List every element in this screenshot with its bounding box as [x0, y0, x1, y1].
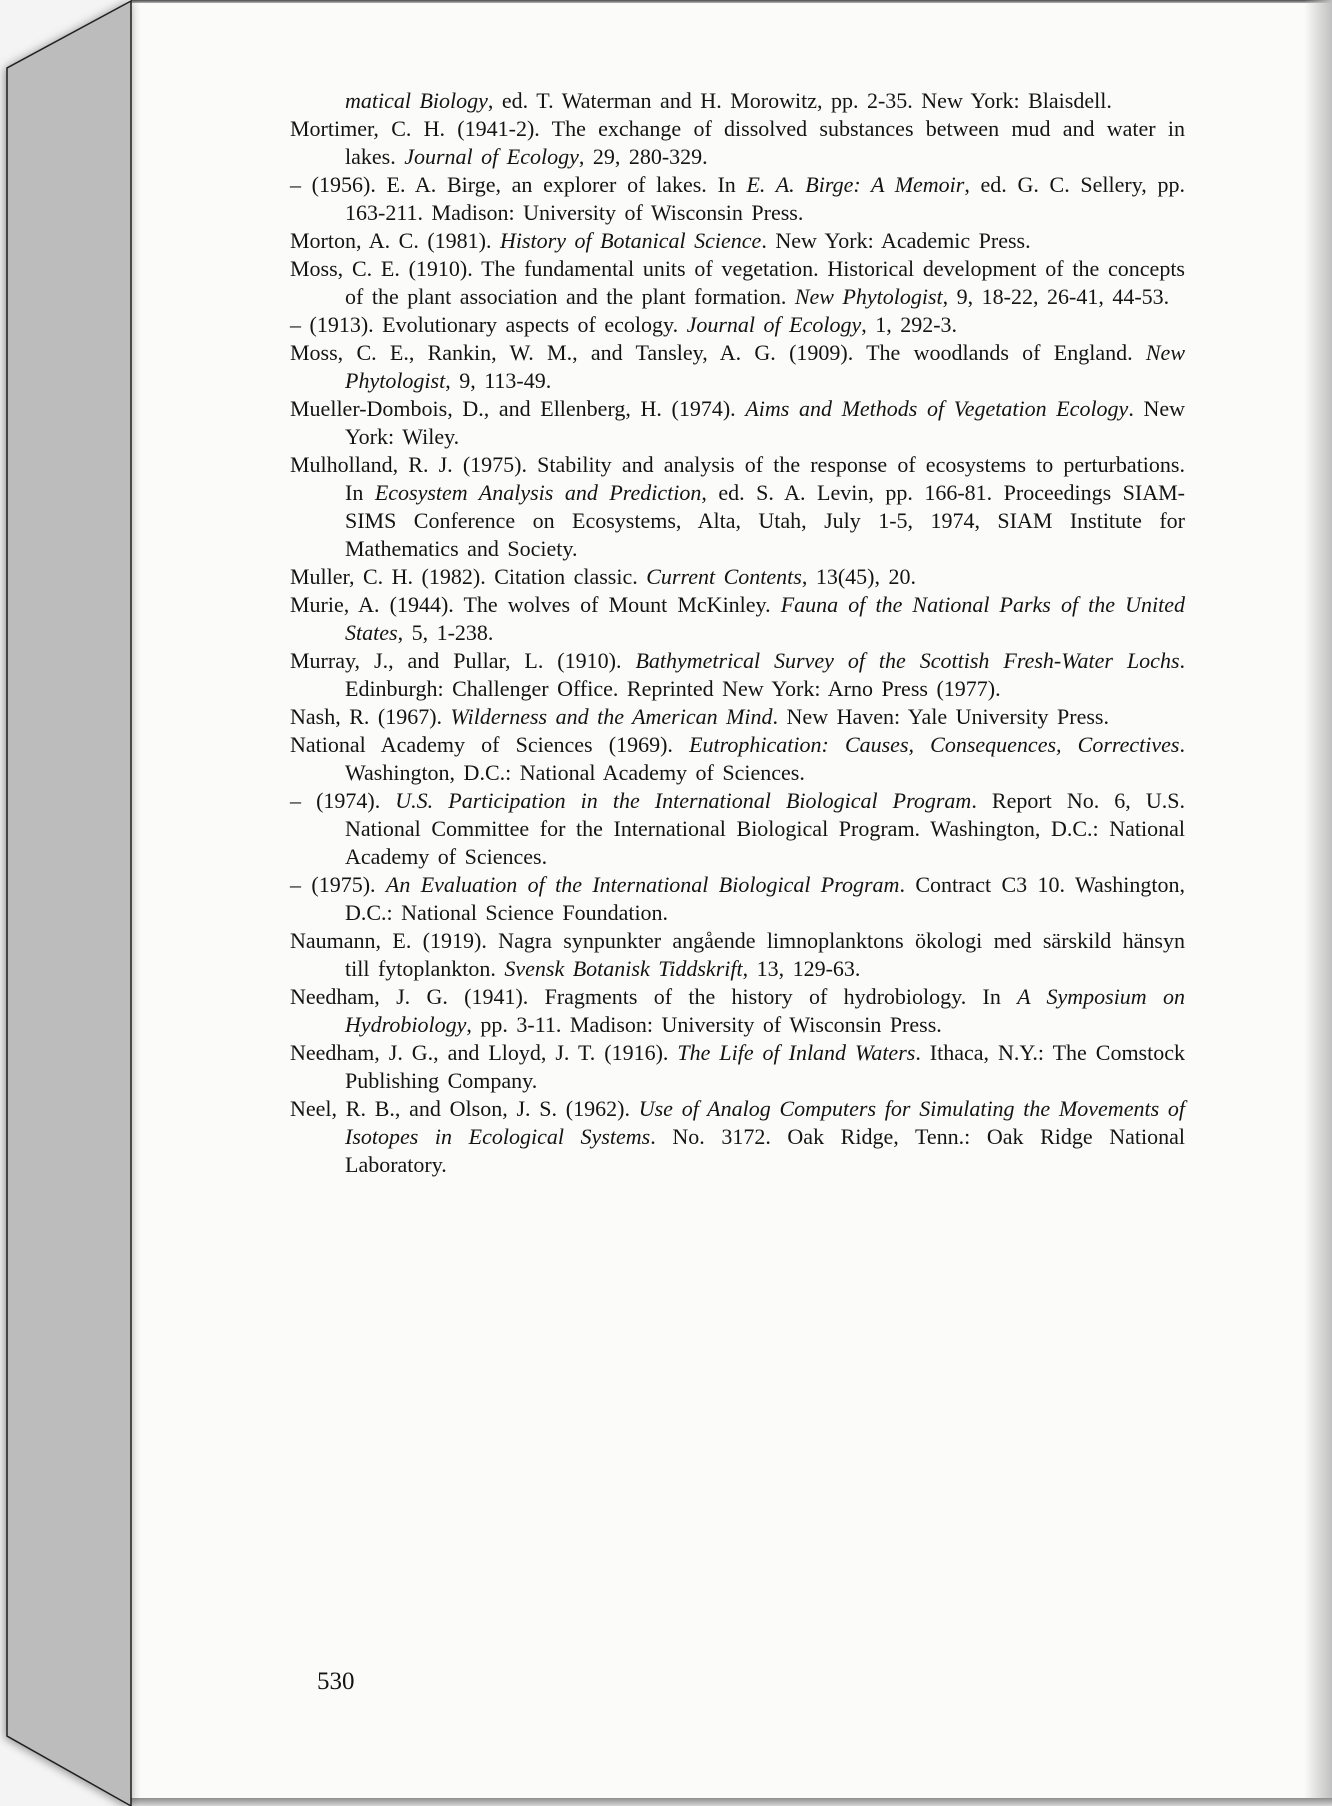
reference-text-segment: Nash, R. (1967).: [290, 704, 451, 729]
reference-title-segment: New Phytologist: [345, 340, 1185, 393]
reference-text-segment: . No. 3172. Oak Ridge, Tenn.: Oak Ridge National Laboratory.: [345, 1124, 1185, 1177]
references-list: [290, 87, 1185, 1179]
reference-text-segment: , 9, 18-22, 26-41, 44-53.: [942, 284, 1170, 309]
reference-text-segment: . New York: Wiley.: [345, 396, 1186, 449]
reference-entry: [290, 115, 1185, 171]
reference-entry: [290, 1095, 1185, 1179]
reference-text-segment: , pp. 3-11. Madison: University of Wisconsin Press.: [466, 1012, 942, 1037]
reference-text-segment: , 13(45), 20.: [801, 564, 916, 589]
reference-text-segment: , 1, 292-3.: [861, 312, 958, 337]
reference-entry: [290, 451, 1185, 563]
reference-title-segment: Svensk Botanisk Tiddskrift: [504, 956, 743, 981]
reference-title-segment: Eutrophication: Causes, Consequences, Correctives: [689, 732, 1180, 757]
reference-title-segment: matical Biology: [345, 88, 488, 113]
reference-entry: [290, 311, 1185, 339]
reference-entry: [290, 647, 1185, 703]
reference-text-segment: , 5, 1-238.: [397, 620, 494, 645]
reference-title-segment: Use of Analog Computers for Simulating the Movements of Isotopes in Ecological Systems: [345, 1096, 1185, 1149]
reference-entry: [290, 983, 1185, 1039]
reference-text-segment: Morton, A. C. (1981).: [290, 228, 500, 253]
reference-title-segment: Wilderness and the American Mind: [450, 704, 773, 729]
reference-entry: [290, 563, 1185, 591]
reference-entry: [290, 87, 1185, 115]
reference-text-segment: Murray, J., and Pullar, L. (1910).: [290, 648, 636, 673]
page-top-edge: [131, 0, 1332, 3]
reference-entry: [290, 731, 1185, 787]
reference-title-segment: U.S. Participation in the International Biological Program: [395, 788, 972, 813]
reference-title-segment: Bathymetrical Survey of the Scottish Fresh-Water Lochs: [635, 648, 1180, 673]
reference-text-segment: . New York: Academic Press.: [761, 228, 1031, 253]
reference-text-segment: – (1913). Evolutionary aspects of ecology.: [290, 312, 687, 337]
reference-entry: [290, 395, 1185, 451]
reference-entry: [290, 255, 1185, 311]
reference-text-segment: – (1956). E. A. Birge, an explorer of lakes. In: [290, 172, 747, 197]
reference-entry: [290, 339, 1185, 395]
reference-text-segment: , ed. T. Waterman and H. Morowitz, pp. 2-35. New York: Blaisdell.: [487, 88, 1112, 113]
reference-text-segment: , 13, 129-63.: [742, 956, 861, 981]
reference-text-segment: Mulholland, R. J. (1975). Stability and analysis of the response of ecosystems to perturbations. In: [290, 452, 1185, 505]
reference-title-segment: Fauna of the National Parks of the United States: [345, 592, 1185, 645]
book-fore-edge: [0, 0, 140, 1806]
reference-entry: [290, 787, 1185, 871]
reference-text-segment: Neel, R. B., and Olson, J. S. (1962).: [290, 1096, 639, 1121]
reference-text-segment: Needham, J. G., and Lloyd, J. T. (1916).: [290, 1040, 678, 1065]
reference-title-segment: E. A. Birge: A Memoir: [746, 172, 965, 197]
fore-edge-face: [7, 1, 131, 1806]
page-bottom-edge: [131, 1798, 1332, 1806]
reference-title-segment: History of Botanical Science: [500, 228, 762, 253]
reference-text-segment: Murie, A. (1944). The wolves of Mount McKinley.: [290, 592, 781, 617]
reference-title-segment: An Evaluation of the International Biological Program: [385, 872, 900, 897]
reference-text-segment: . Contract C3 10. Washington, D.C.: National Science Foundation.: [345, 872, 1186, 925]
reference-text-segment: , ed. S. A. Levin, pp. 166-81. Proceedings SIAM-SIMS Conference on Ecosystems, Alta, Utah, July 1-5, 1974, SIAM Institute for Mathematics and Society.: [345, 480, 1186, 561]
reference-text-segment: Muller, C. H. (1982). Citation classic.: [290, 564, 647, 589]
reference-title-segment: A Symposium on Hydrobiology: [345, 984, 1185, 1037]
reference-entry: [290, 703, 1185, 731]
page-number: 530: [317, 1668, 355, 1695]
reference-entry: [290, 171, 1185, 227]
reference-text-segment: Mortimer, C. H. (1941-2). The exchange of dissolved substances between mud and water in lakes.: [290, 116, 1185, 169]
reference-text-segment: . New Haven: Yale University Press.: [772, 704, 1109, 729]
reference-title-segment: Aims and Methods of Vegetation Ecology: [745, 396, 1129, 421]
reference-text-segment: . Report No. 6, U.S. National Committee for the International Biological Program. Washington, D.C.: National Academy of Sciences.: [345, 788, 1186, 869]
reference-title-segment: Journal of Ecology: [686, 312, 862, 337]
reference-title-segment: New Phytologist: [794, 284, 943, 309]
reference-entry: [290, 927, 1185, 983]
reference-title-segment: The Life of Inland Waters: [677, 1040, 916, 1065]
reference-text-segment: . Washington, D.C.: National Academy of Sciences.: [345, 732, 1185, 785]
reference-entry: [290, 1039, 1185, 1095]
reference-text-segment: – (1974).: [290, 788, 396, 813]
reference-entry: [290, 591, 1185, 647]
reference-text-segment: Moss, C. E. (1910). The fundamental units of vegetation. Historical development of the concepts of the plant association and the plant formation.: [290, 256, 1185, 309]
reference-text-segment: . Edinburgh: Challenger Office. Reprinted New York: Arno Press (1977).: [345, 648, 1186, 701]
reference-text-segment: , 29, 280-329.: [578, 144, 708, 169]
reference-title-segment: Journal of Ecology: [404, 144, 579, 169]
reference-entry: [290, 227, 1185, 255]
reference-title-segment: Ecosystem Analysis and Prediction: [374, 480, 702, 505]
reference-entry: [290, 871, 1185, 927]
reference-text-segment: Mueller-Dombois, D., and Ellenberg, H. (1974).: [290, 396, 746, 421]
reference-text-segment: National Academy of Sciences (1969).: [290, 732, 690, 757]
reference-text-segment: , 9, 113-49.: [445, 368, 552, 393]
page-right-shade: [1304, 0, 1332, 1806]
page: [131, 0, 1332, 1806]
reference-text-segment: Naumann, E. (1919). Nagra synpunkter angående limnoplanktons ökologi med särskild hänsyn till fytoplankton.: [290, 928, 1185, 981]
reference-text-segment: . Ithaca, N.Y.: The Comstock Publishing Company.: [345, 1040, 1185, 1093]
reference-text-segment: Moss, C. E., Rankin, W. M., and Tansley, A. G. (1909). The woodlands of England.: [290, 340, 1146, 365]
reference-text-segment: – (1975).: [290, 872, 386, 897]
reference-text-segment: Needham, J. G. (1941). Fragments of the history of hydrobiology. In: [290, 984, 1018, 1009]
reference-title-segment: Current Contents: [646, 564, 802, 589]
reference-text-segment: , ed. G. C. Sellery, pp. 163-211. Madison: University of Wisconsin Press.: [345, 172, 1185, 225]
